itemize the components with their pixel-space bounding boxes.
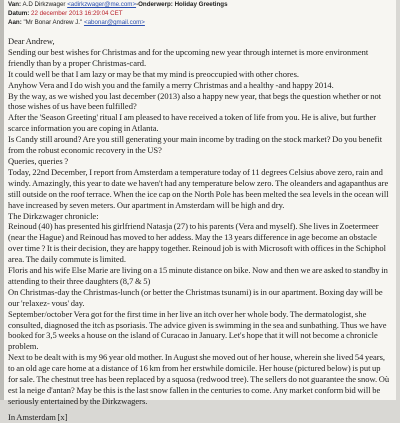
body-paragraph: Is Candy still around? Are you still generating your main income by trading on the stock market? Do you benefit from the robust economic recovery in the US?: [8, 134, 383, 156]
from-name: A.D Dirkzwager: [22, 1, 66, 8]
date-label: Datum:: [8, 10, 30, 17]
body-paragraph: September/october Vera got for the first time in her live an itch over her whole body. The dermatologist, she consulted, diagnosed the itch as psoriasis. The advice given is swimming in the sea and sunbathing. Thus we have booked for 3,5 weeks a house on the island of Curacao in January. Let's hope that it will not become a chronicle problem.: [8, 308, 387, 352]
body-paragraph: Floris and his wife Else Marie are living on a 15 minute distance on bike. Now and then we are asked to standby in attending to their three daughters (8,7 & 5): [8, 265, 388, 286]
body-paragraph: On Christmas-day the Christmas-lunch (or better the Christmas tsunami) is in our apartment. Boxing day will be our 'relaxez- vous' day.: [8, 286, 383, 308]
body-paragraph: Reinoud (40) has presented his girlfriend Natasja (27) to his parents (Vera and myself). She lives in Zoetermeer (near the Hague) and Reinoud has moved to her addess. May the 13 years difference in age become an obstacle over time ? It is their decision, they are happy together. Reinoud job is with Microsoft with offices in the Schiphol area. The daily commute is limited.: [8, 221, 386, 265]
body-paragraph: By the way, as we wished you last december (2013) also a happy new year, that begs the question whether or not those wishes of us have been fulfilled?: [8, 90, 382, 112]
email-document: [4, 0, 396, 423]
from-label: Van:: [8, 1, 22, 8]
body-paragraph: It could well be that I am lazy or may be that my mind is preoccupied with other chores.: [8, 68, 300, 79]
email-header: [8, 0, 393, 27]
to-name: "Mr Bonar Andrew J.": [23, 19, 83, 26]
body-paragraph: Queries, queries ?: [8, 155, 69, 166]
header-date-row: [8, 9, 393, 18]
header-from-row: [8, 0, 393, 9]
to-email-link[interactable]: <abonar@gmail.com>: [83, 19, 145, 26]
date-value: 22 december 2013 16:29:04 CET: [31, 10, 123, 17]
body-paragraph: After the 'Season Greeting' ritual I am pleased to have received a token of life from you. He is alive, but further scarce information you are coping in Atlanta.: [8, 112, 377, 134]
greeting-line: Dear Andrew,: [8, 36, 55, 46]
body-paragraph-cut: In Amsterdam [x]: [8, 412, 68, 423]
header-to-row: [8, 18, 393, 27]
chronicle-heading: The Dirkzwager chronicle:: [8, 210, 99, 221]
to-label: Aan:: [8, 19, 22, 26]
from-email-link[interactable]: <adirkzwager@me.com>: [67, 1, 137, 8]
body-paragraph: Today, 22nd December, I report from Amsterdam a temperature today of 11 degrees Celsius above zero, rain and windy. Amazingly, this year to date we haven't had any temperature below zero. The oleanders and agapanthus are still outside on the roof terrace. When the ice cap on the North Pole has been melted the sea levels in the ocean will have increased by seven meters. Our apartment in Amsterdam will be high and dry.: [8, 166, 389, 210]
body-paragraph: Next to be dealt with is my 96 year old mother. In August she moved out of her house, wherein she lived 54 years, to an old age care home at a distance of 16 km from her erstwhile domicile. Her house (pictured below) is put up for sale. The chestnut tree has been replaced by a squosa (redwood tree). The sellers do not guarantee the snow. Où est la neige d'antan? May be this is the last snow fallen in the centuries to come. Any market conform bid will be seriously entertained by the Dirkzwagers.: [8, 352, 390, 406]
body-paragraph: Anyhow Vera and I do wish you and the family a merry Christmas and a healthy -and happy 2014.: [8, 79, 334, 90]
email-body: [8, 36, 391, 423]
body-paragraph: Sending our best wishes for Christmas and for the upcoming new year through internet is more environment friendly than by a proper Christmas-card.: [8, 46, 369, 68]
subject-text: -Onderwerp: Holiday Greetings: [136, 1, 228, 8]
